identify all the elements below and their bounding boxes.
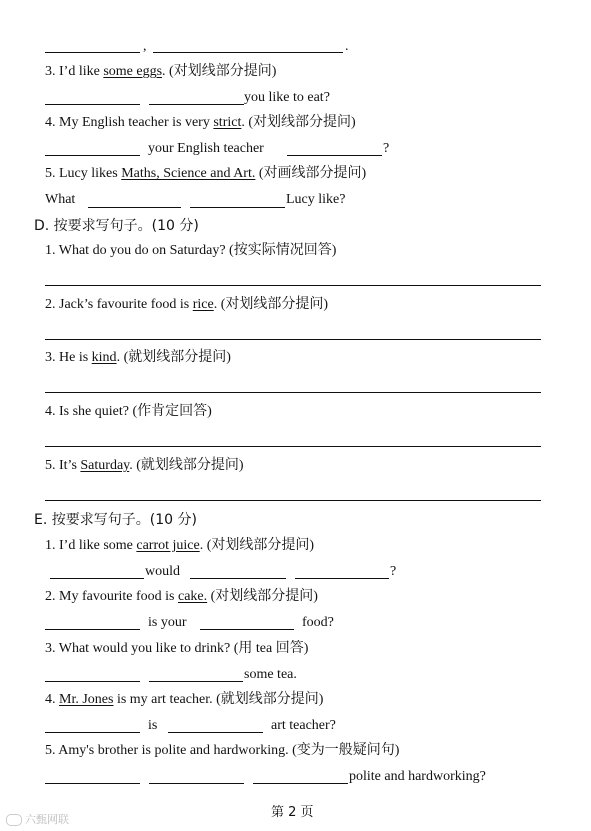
answer-line[interactable] bbox=[45, 392, 541, 393]
answer-blank[interactable] bbox=[45, 629, 140, 630]
answer-blank[interactable] bbox=[45, 104, 140, 105]
question-e1: 1. I’d like some carrot juice. (对划线部分提问) bbox=[45, 538, 315, 553]
question-d1: 1. What do you do on Saturday? (按实际情况回答) bbox=[45, 243, 337, 258]
comma: , bbox=[143, 39, 147, 54]
answer-end: ? bbox=[383, 141, 390, 156]
underlined-target: rice bbox=[192, 297, 214, 312]
answer-blank[interactable] bbox=[287, 155, 382, 156]
answer-blank[interactable] bbox=[190, 578, 286, 579]
underlined-target: strict bbox=[213, 115, 242, 130]
question-c5: 5. Lucy likes Maths, Science and Art. (对画线部分提问) bbox=[45, 166, 367, 181]
question-d5: 5. It’s Saturday. (就划线部分提问) bbox=[45, 458, 244, 473]
answer-blank[interactable] bbox=[50, 578, 144, 579]
answer-blank[interactable] bbox=[45, 155, 140, 156]
watermark: 六甄网联 bbox=[6, 811, 69, 827]
section-d-heading: D. 按要求写句子。(10 分) bbox=[34, 218, 199, 234]
underlined-target: Maths, Science and Art. bbox=[121, 166, 256, 181]
question-e4: 4. Mr. Jones is my art teacher. (就划线部分提问) bbox=[45, 692, 324, 707]
page-number: 第 2 页 bbox=[271, 805, 314, 820]
answer-end: polite and hardworking? bbox=[349, 769, 486, 784]
period: . bbox=[345, 39, 349, 54]
answer-blank[interactable] bbox=[168, 732, 263, 733]
question-e2: 2. My favourite food is cake. (对划线部分提问) bbox=[45, 589, 318, 604]
answer-blank[interactable] bbox=[45, 783, 140, 784]
section-e-heading: E. 按要求写句子。(10 分) bbox=[34, 512, 197, 528]
answer-blank[interactable] bbox=[253, 783, 348, 784]
answer-blank[interactable] bbox=[190, 207, 285, 208]
question-e5: 5. Amy's brother is polite and hardworking. (变为一般疑问句) bbox=[45, 743, 400, 758]
answer-tail: you like to eat? bbox=[244, 90, 330, 105]
answer-end: some tea. bbox=[244, 667, 297, 682]
answer-blank[interactable] bbox=[149, 783, 244, 784]
answer-end: ? bbox=[390, 564, 397, 579]
answer-blank[interactable] bbox=[149, 681, 243, 682]
question-d2: 2. Jack’s favourite food is rice. (对划线部分提问) bbox=[45, 297, 329, 312]
answer-word: would bbox=[145, 564, 180, 579]
answer-blank[interactable] bbox=[200, 629, 294, 630]
question-c3: 3. I’d like some eggs. (对划线部分提问) bbox=[45, 64, 277, 79]
answer-blank[interactable] bbox=[88, 207, 181, 208]
answer-blank[interactable] bbox=[149, 104, 244, 105]
answer-line[interactable] bbox=[45, 500, 541, 501]
answer-end: Lucy like? bbox=[286, 192, 346, 207]
answer-mid: is your bbox=[148, 615, 187, 630]
answer-end: art teacher? bbox=[271, 718, 336, 733]
answer-blank[interactable] bbox=[153, 52, 343, 53]
question-d3: 3. He is kind. (就划线部分提问) bbox=[45, 350, 231, 365]
answer-line[interactable] bbox=[45, 339, 541, 340]
question-e3: 3. What would you like to drink? (用 tea 回答) bbox=[45, 641, 309, 656]
answer-mid: your English teacher bbox=[148, 141, 264, 156]
answer-blank[interactable] bbox=[45, 681, 140, 682]
underlined-target: Saturday bbox=[80, 458, 130, 473]
question-c4: 4. My English teacher is very strict. (对划线部分提问) bbox=[45, 115, 356, 130]
answer-line[interactable] bbox=[45, 285, 541, 286]
answer-start: What bbox=[45, 192, 76, 207]
underlined-target: kind bbox=[91, 350, 117, 365]
underlined-target: cake. bbox=[177, 589, 208, 604]
underlined-target: Mr. Jones bbox=[59, 692, 114, 707]
answer-blank[interactable] bbox=[295, 578, 389, 579]
answer-line[interactable] bbox=[45, 446, 541, 447]
answer-mid: is bbox=[148, 718, 158, 733]
answer-blank[interactable] bbox=[45, 732, 140, 733]
watermark-icon bbox=[6, 814, 22, 826]
answer-end: food? bbox=[302, 615, 334, 630]
underlined-target: carrot juice bbox=[136, 538, 200, 553]
underlined-target: some eggs bbox=[103, 64, 163, 79]
question-d4: 4. Is she quiet? (作肯定回答) bbox=[45, 404, 212, 419]
answer-blank[interactable] bbox=[45, 52, 140, 53]
